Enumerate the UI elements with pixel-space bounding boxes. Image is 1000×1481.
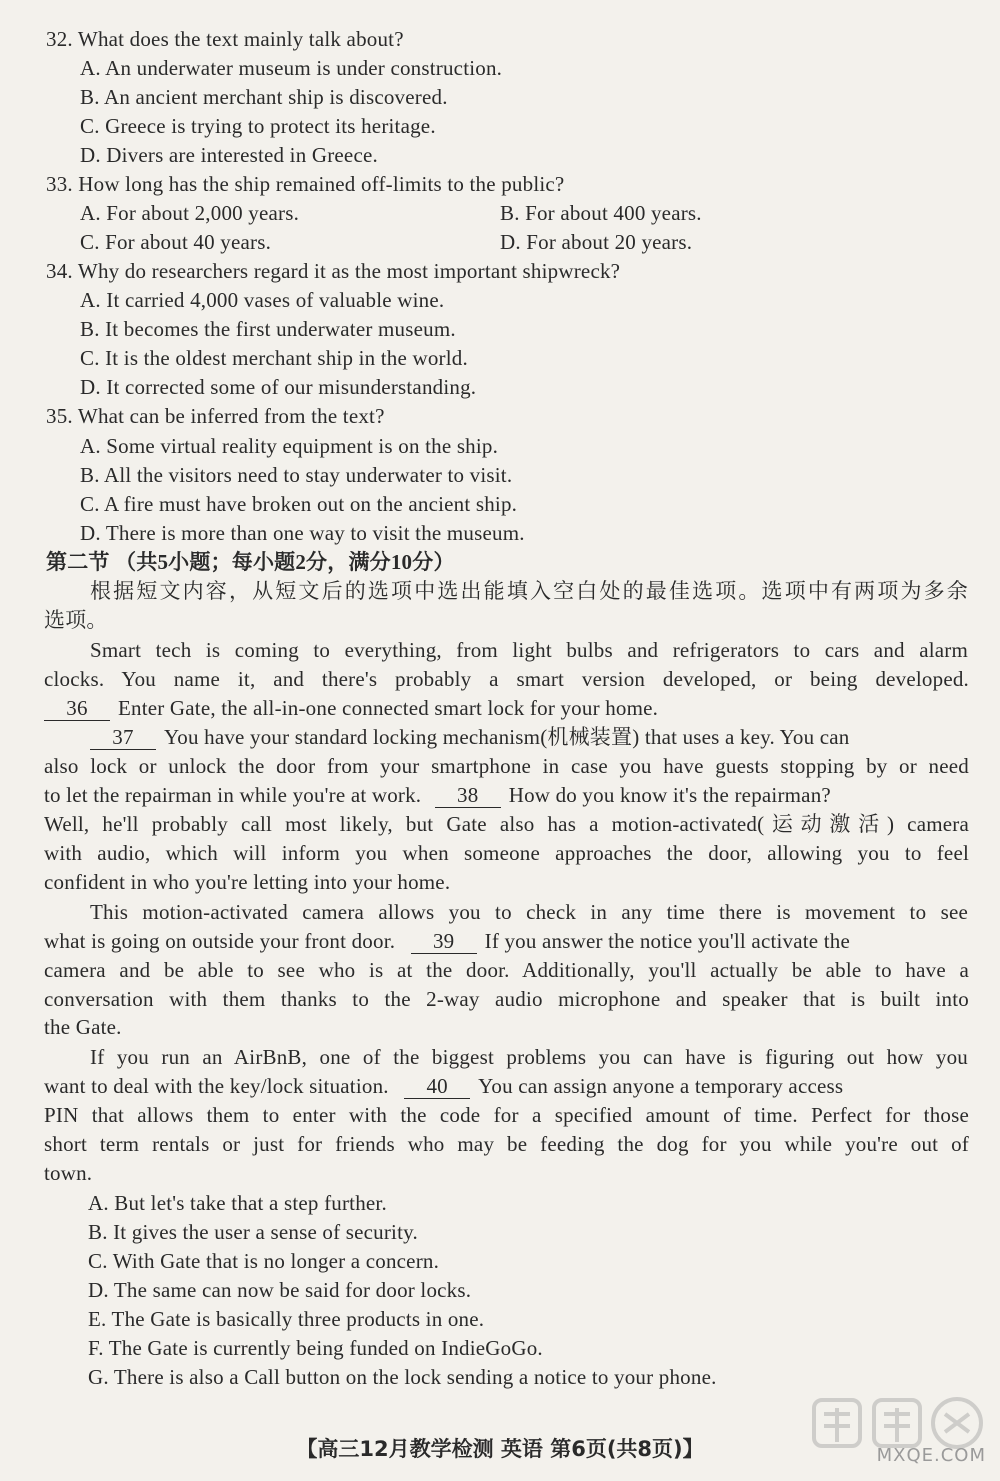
passage-p2-line-6: confident in who you're letting into your home. [44,870,451,894]
question-34-stem: 34. Why do researchers regard it as the most important shipwreck? [46,259,621,283]
choice-e: E. The Gate is basically three products in one. [88,1307,485,1331]
choice-g: G. There is also a Call button on the lock sending a notice to your phone. [88,1365,717,1389]
question-33-option-d: D. For about 20 years. [500,230,693,254]
question-34-option-b: B. It becomes the first underwater museum. [80,317,456,341]
passage-p4-line-5: town. [44,1161,93,1185]
passage-p4-line-2a: want to deal with the key/lock situation. [44,1074,389,1098]
blank-38: 38 [435,783,501,808]
question-33-option-c: C. For about 40 years. [80,230,272,254]
passage-p3-line-4: conversation with them thanks to the 2-way audio microphone and speaker that is built into [44,987,969,1011]
watermark-text: MXQE.COM [876,1445,986,1466]
blank-36: 36 [44,696,110,721]
choice-b: B. It gives the user a sense of security. [88,1220,418,1244]
question-33-stem: 33. How long has the ship remained off-limits to the public? [46,172,565,196]
question-34-option-a: A. It carried 4,000 vases of valuable wine. [80,288,445,312]
question-35-option-d: D. There is more than one way to visit the museum. [80,521,525,545]
question-35-option-a: A. Some virtual reality equipment is on the ship. [80,434,499,458]
passage-p3-line-5: the Gate. [44,1015,122,1039]
question-32-option-c: C. Greece is trying to protect its heritage. [80,114,436,138]
passage-p3-line-3: camera and be able to see who is at the door. Additionally, you'll actually be able to have a [44,958,969,982]
passage-p2-line-1 [90,723,850,752]
passage-p2-line-1-text: You have your standard locking mechanism(机械装置) that uses a key. You can [164,725,850,749]
question-32-option-a: A. An underwater museum is under construction. [80,56,503,80]
passage-p2-line-4: Well, he'll probably call most likely, but Gate also has a motion-activated(运动激活) camera [44,812,969,836]
passage-p4-line-2b: You can assign anyone a temporary access [478,1074,844,1098]
question-32-option-b: B. An ancient merchant ship is discovered. [80,85,448,109]
question-35-option-b: B. All the visitors need to stay underwater to visit. [80,463,513,487]
choice-d: D. The same can now be said for door locks. [88,1278,472,1302]
page-footer: 【高三12月教学检测 英语 第6页(共8页)】 [296,1437,704,1461]
passage-p3-line-2b: If you answer the notice you'll activate the [484,929,851,953]
passage-p1-line-3-text: Enter Gate, the all-in-one connected smart lock for your home. [118,696,659,720]
choice-f: F. The Gate is currently being funded on IndieGoGo. [88,1336,543,1360]
question-34-option-d: D. It corrected some of our misunderstanding. [80,375,477,399]
passage-p2-line-2: also lock or unlock the door from your smartphone in case you have guests stopping by or need [44,754,969,778]
choice-a: A. But let's take that a step further. [88,1191,387,1215]
question-34-option-c: C. It is the oldest merchant ship in the world. [80,346,468,370]
question-35-stem: 35. What can be inferred from the text? [46,404,385,428]
section-instruction-line-1: 根据短文内容，从短文后的选项中选出能填入空白处的最佳选项。选项中有两项为多余 [90,579,968,603]
passage-p3-line-2 [44,927,850,956]
blank-40: 40 [404,1074,470,1099]
section-title: 第二节 （共5小题；每小题2分，满分10分） [46,550,455,574]
question-35-option-c: C. A fire must have broken out on the ancient ship. [80,492,518,516]
passage-p1-line-3 [44,694,658,723]
choice-c: C. With Gate that is no longer a concern. [88,1249,440,1273]
passage-p4-line-3: PIN that allows them to enter with the code for a specified amount of time. Perfect for those [44,1103,969,1127]
blank-37: 37 [90,725,156,750]
passage-p4-line-1: If you run an AirBnB, one of the biggest problems you can have is figuring out how you [90,1045,968,1069]
blank-39: 39 [411,929,477,954]
passage-p4-line-2 [44,1072,843,1101]
passage-p2-line-3 [44,781,831,810]
passage-p4-line-4: short term rentals or just for friends who may be feeding the dog for you while you're out of [44,1132,969,1156]
section-instruction-line-2: 选项。 [44,608,108,632]
passage-p2-line-3a: to let the repairman in while you're at work. [44,783,422,807]
passage-p2-line-3b: How do you know it's the repairman? [508,783,831,807]
passage-p3-line-1: This motion-activated camera allows you to check in any time there is movement to see [90,900,968,924]
question-33-option-a: A. For about 2,000 years. [80,201,300,225]
question-32-stem: 32. What does the text mainly talk about? [46,27,404,51]
passage-p1-line-2: clocks. You name it, and there's probably a smart version developed, or being developed. [44,667,969,691]
passage-p2-line-5: with audio, which will inform you when someone approaches the door, allowing you to feel [44,841,969,865]
passage-p1-line-1: Smart tech is coming to everything, from light bulbs and refrigerators to cars and alarm [90,638,968,662]
passage-p3-line-2a: what is going on outside your front door. [44,929,396,953]
question-33-option-b: B. For about 400 years. [500,201,702,225]
question-32-option-d: D. Divers are interested in Greece. [80,143,378,167]
